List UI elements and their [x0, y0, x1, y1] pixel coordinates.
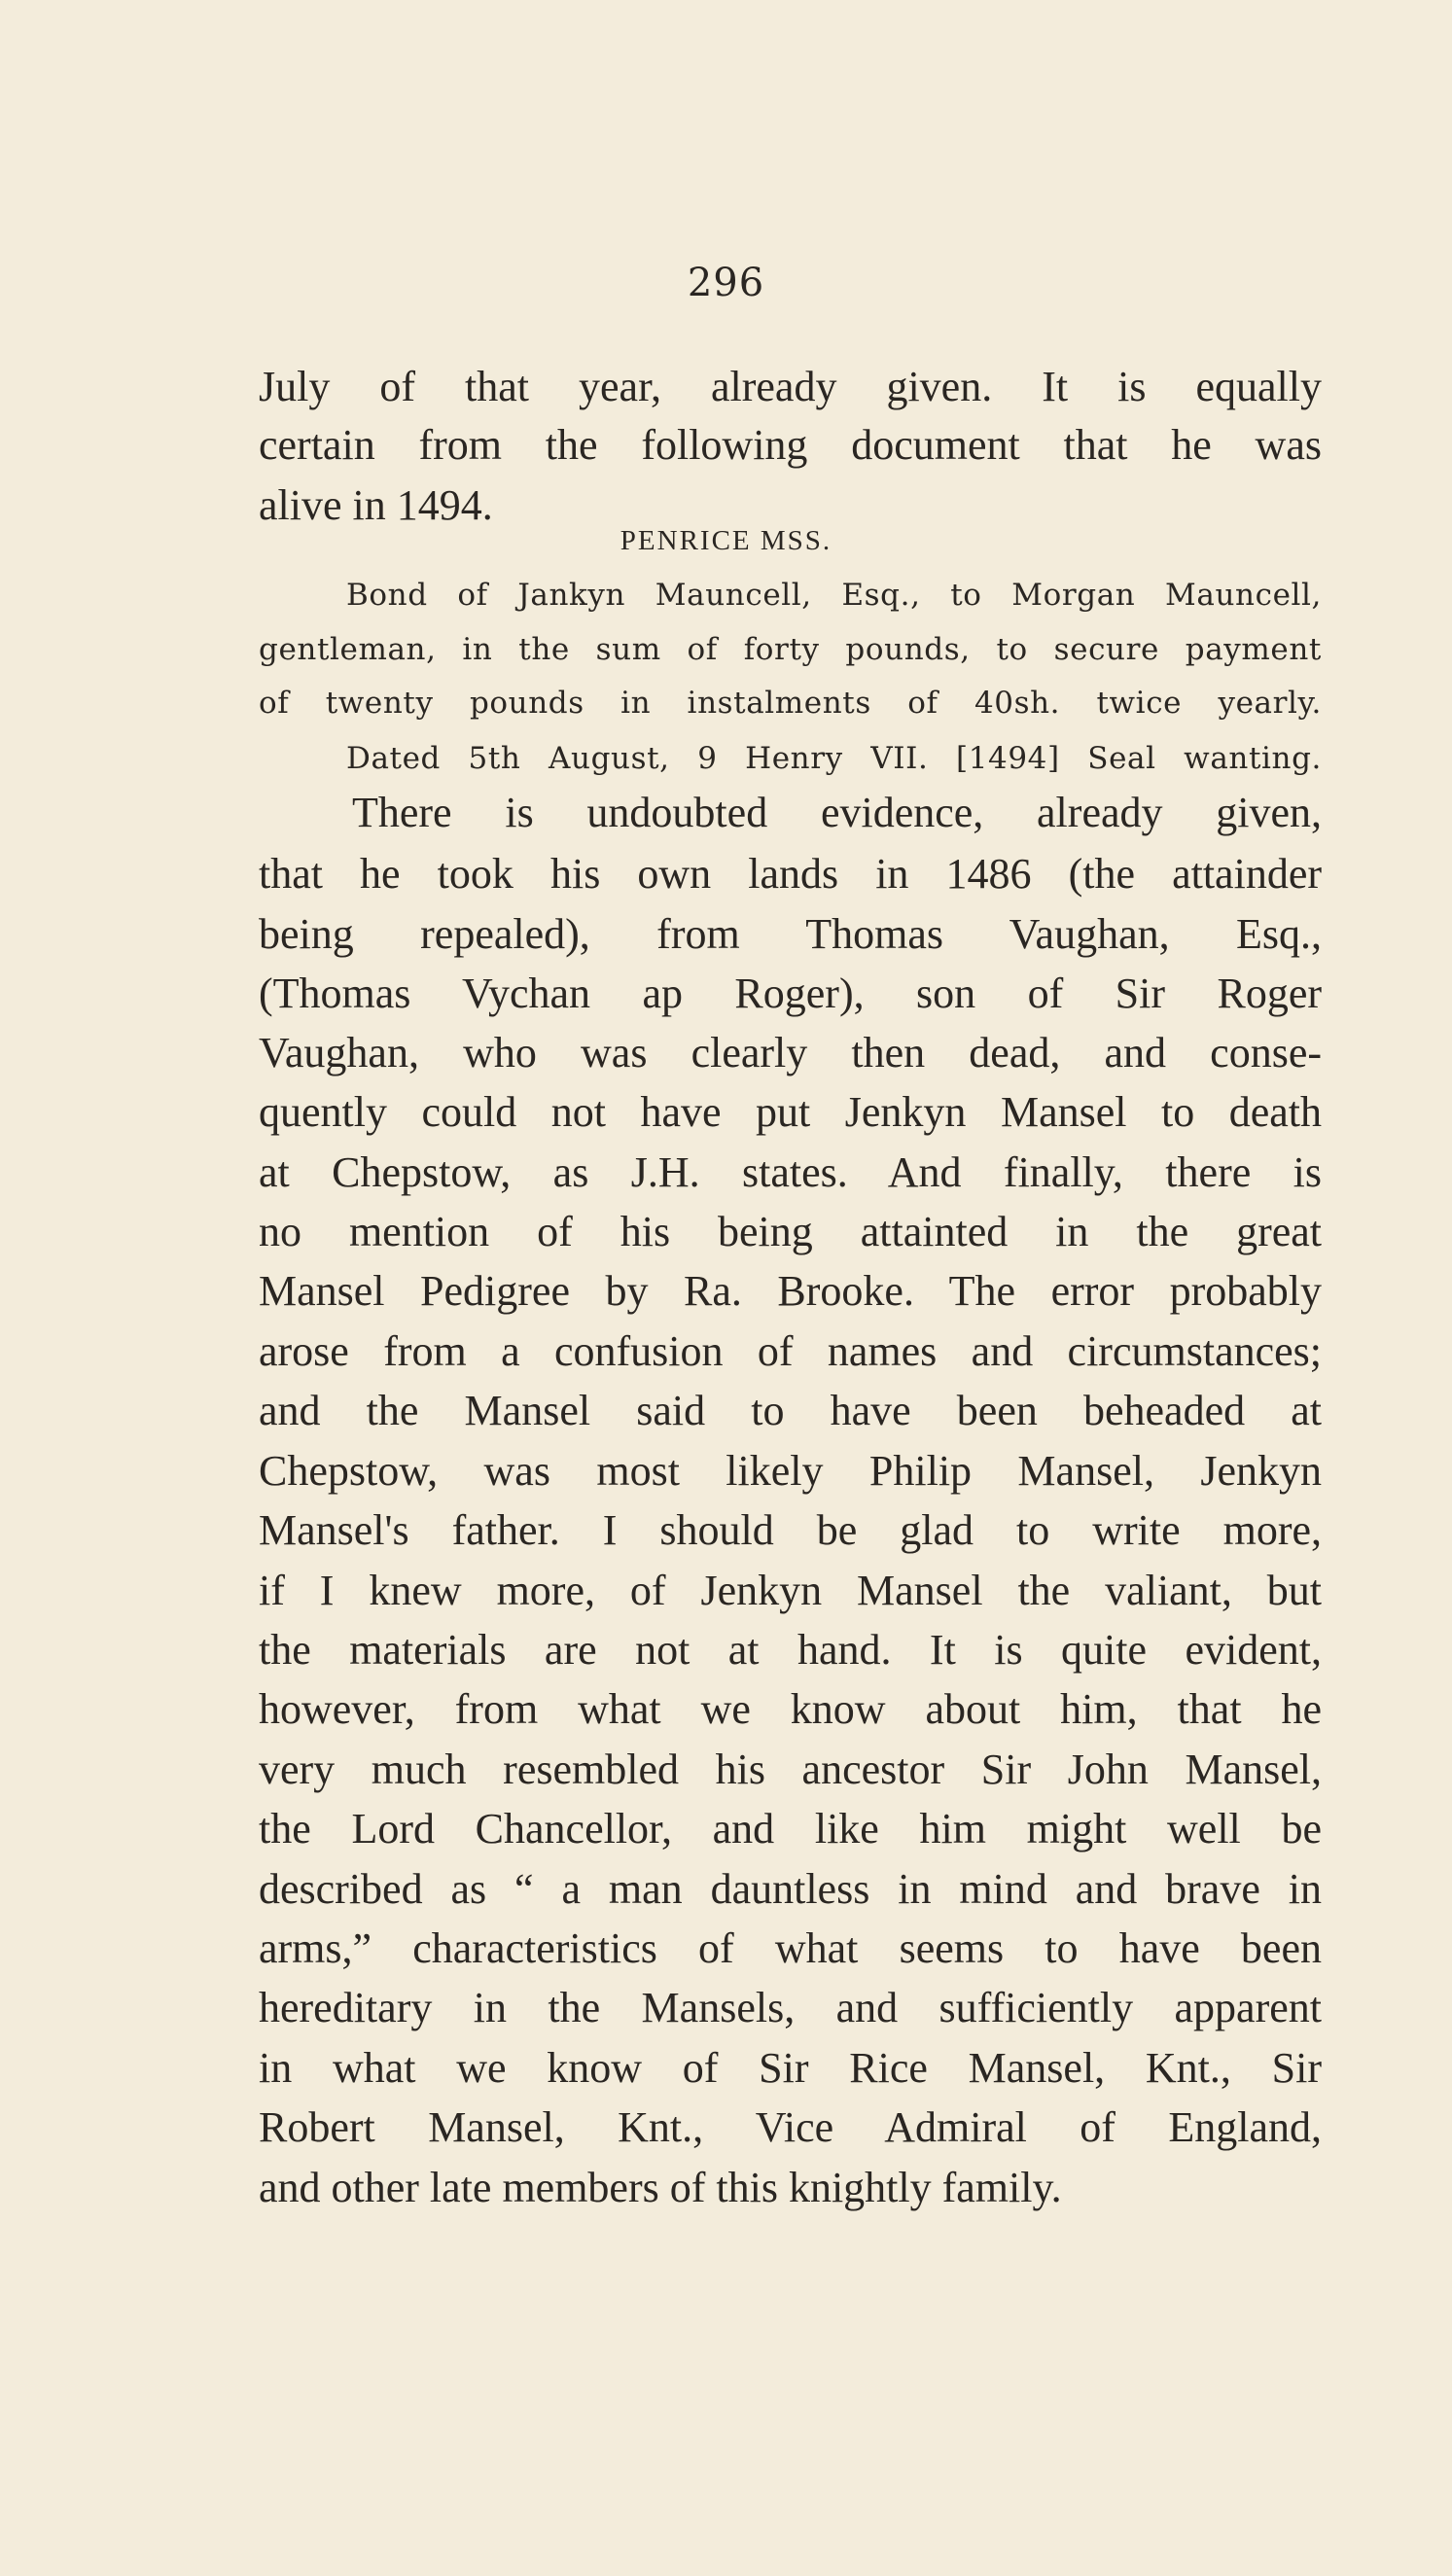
body-line-23: Robert Mansel, Knt., Vice Admiral of England,	[259, 2103, 1322, 2151]
opening-line-2: certain from the following document that he was	[259, 421, 1322, 469]
body-line-10: arose from a confusion of names and circumstances;	[259, 1327, 1322, 1375]
opening-line-1: July of that year, already given. It is equally	[259, 363, 1322, 410]
body-line-3: being repealed), from Thomas Vaughan, Esq.,	[259, 910, 1322, 958]
body-line-22: in what we know of Sir Rice Mansel, Knt., Sir	[259, 2044, 1322, 2092]
body-line-13: Mansel's father. I should be glad to write more,	[259, 1506, 1322, 1554]
page-number: 296	[687, 261, 765, 305]
body-line-17: very much resembled his ancestor Sir John Mansel,	[259, 1746, 1322, 1793]
body-line-4: (Thomas Vychan ap Roger), son of Sir Roger	[259, 970, 1322, 1017]
opening-line-3: alive in 1494.	[259, 481, 493, 529]
body-line-12: Chepstow, was most likely Philip Mansel, Jenkyn	[259, 1447, 1322, 1495]
body-line-9: Mansel Pedigree by Ra. Brooke. The error probably	[259, 1267, 1322, 1315]
document-line-4: Dated 5th August, 9 Henry VII. [1494] Seal wanting.	[346, 741, 1322, 776]
document-line-2: gentleman, in the sum of forty pounds, to secure payment	[259, 632, 1322, 667]
body-line-2: that he took his own lands in 1486 (the attainder	[259, 850, 1322, 898]
body-line-18: the Lord Chancellor, and like him might well be	[259, 1805, 1322, 1853]
body-line-20: arms,” characteristics of what seems to have been	[259, 1924, 1322, 1972]
body-line-21: hereditary in the Mansels, and sufficiently apparent	[259, 1984, 1322, 2031]
body-line-24: and other late members of this knightly family.	[259, 2164, 1062, 2211]
body-line-6: quently could not have put Jenkyn Mansel to death	[259, 1088, 1322, 1136]
document-line-1: Bond of Jankyn Mauncell, Esq., to Morgan Mauncell,	[346, 578, 1322, 613]
body-line-19: described as “ a man dauntless in mind and brave in	[259, 1865, 1322, 1913]
body-line-1: There is undoubted evidence, already given,	[352, 789, 1322, 836]
body-line-8: no mention of his being attainted in the great	[259, 1208, 1322, 1255]
body-line-16: however, from what we know about him, that he	[259, 1685, 1322, 1733]
body-line-15: the materials are not at hand. It is quite evident,	[259, 1626, 1322, 1674]
body-line-11: and the Mansel said to have been beheaded at	[259, 1387, 1322, 1434]
body-line-14: if I knew more, of Jenkyn Mansel the valiant, but	[259, 1567, 1322, 1614]
body-line-5: Vaughan, who was clearly then dead, and conse-	[259, 1029, 1322, 1076]
document-heading: PENRICE MSS.	[620, 525, 832, 556]
body-line-7: at Chepstow, as J.H. states. And finally, there is	[259, 1148, 1322, 1196]
document-line-3: of twenty pounds in instalments of 40sh. twice yearly.	[259, 686, 1322, 721]
